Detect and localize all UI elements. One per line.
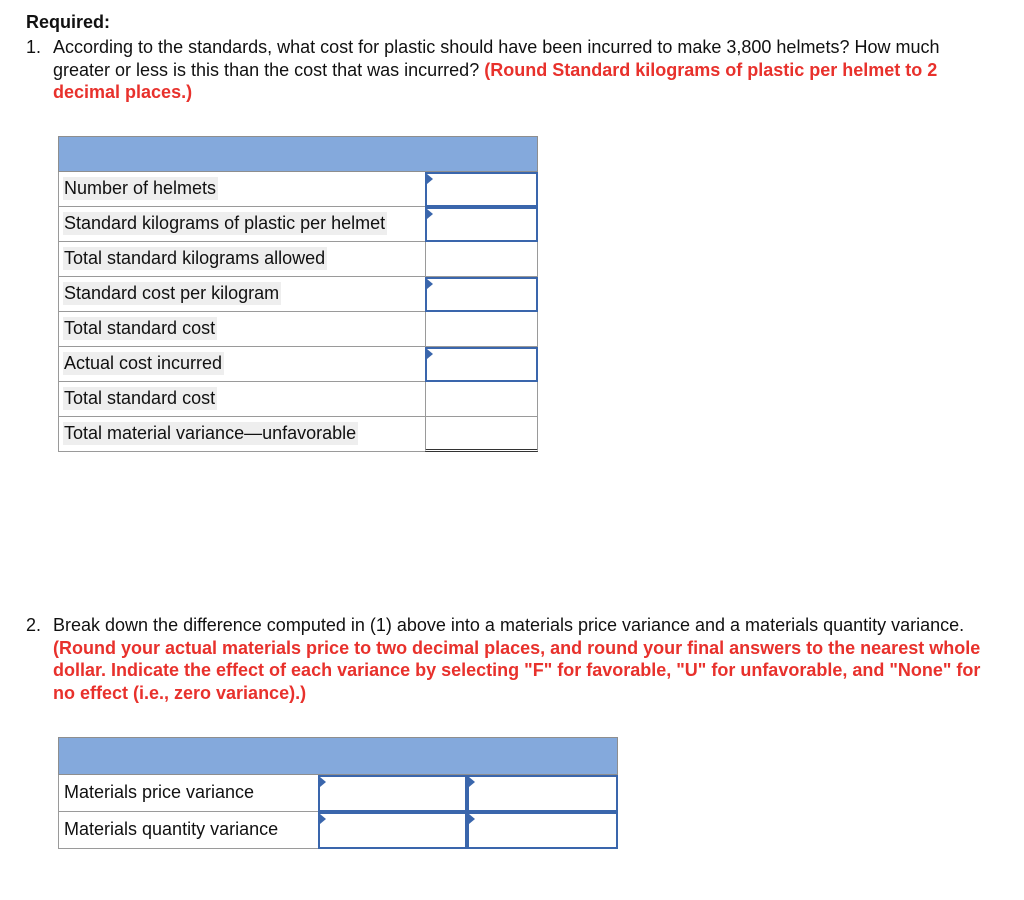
question-1-number: 1. <box>26 37 42 57</box>
question-1-instruction: (Round Standard kilograms of plastic per helmet to 2 decimal places.) <box>53 59 938 102</box>
table-row <box>58 347 538 382</box>
question-2-text: Break down the difference computed in (1) above into a materials price variance and a materials quantity variance. <box>53 615 965 635</box>
price-variance-amount-input[interactable] <box>318 775 467 812</box>
row-label-total-standard-cost: Total standard cost <box>64 318 216 338</box>
question-2-instruction: (Round your actual materials price to two decimal places, and round your final answers to the nearest whole dollar. Indicate the effect of each variance by selecting "F" for favorable, "U" for unfavorable, and "None" for no effect (i.e., zero variance).) <box>53 637 981 703</box>
standard-kg-per-helmet-input[interactable] <box>425 207 538 242</box>
total-standard-kg-cell <box>425 242 538 277</box>
actual-cost-incurred-input[interactable] <box>425 347 538 382</box>
dropdown-marker-icon <box>427 174 433 184</box>
total-standard-cost-cell-2 <box>425 382 538 417</box>
table-row <box>58 207 538 242</box>
table-row <box>58 417 538 452</box>
quantity-variance-amount-input[interactable] <box>318 812 467 849</box>
dropdown-marker-icon <box>427 279 433 289</box>
dropdown-marker-icon <box>320 777 326 787</box>
row-label-number-of-helmets: Number of helmets <box>64 178 217 198</box>
table-row <box>58 172 538 207</box>
row-label-total-material-variance: Total material variance—unfavorable <box>64 423 357 443</box>
number-of-helmets-input[interactable] <box>425 172 538 207</box>
row-label-actual-cost-incurred: Actual cost incurred <box>64 353 223 373</box>
table-header <box>58 737 618 775</box>
table-header <box>58 136 538 172</box>
dropdown-marker-icon <box>469 777 475 787</box>
row-label-materials-price-variance: Materials price variance <box>64 782 255 802</box>
table-row <box>58 775 618 812</box>
question-2 <box>26 614 986 704</box>
question-1 <box>26 36 986 104</box>
dropdown-marker-icon <box>469 814 475 824</box>
table-row <box>58 242 538 277</box>
total-standard-cost-cell <box>425 312 538 347</box>
row-label-standard-kg-per-helmet: Standard kilograms of plastic per helmet <box>64 213 386 233</box>
table-row <box>58 812 618 849</box>
standard-cost-table <box>58 136 538 452</box>
table-row <box>58 312 538 347</box>
total-material-variance-cell <box>425 417 538 452</box>
variance-table <box>58 737 618 849</box>
standard-cost-per-kg-input[interactable] <box>425 277 538 312</box>
row-label-total-standard-cost-2: Total standard cost <box>64 388 216 408</box>
price-variance-effect-select[interactable] <box>467 775 618 812</box>
table-row <box>58 277 538 312</box>
dropdown-marker-icon <box>427 349 433 359</box>
dropdown-marker-icon <box>320 814 326 824</box>
row-label-total-standard-kg: Total standard kilograms allowed <box>64 248 326 268</box>
table-row <box>58 382 538 417</box>
row-label-materials-quantity-variance: Materials quantity variance <box>64 819 279 839</box>
required-heading: Required: <box>26 12 111 32</box>
dropdown-marker-icon <box>427 209 433 219</box>
question-1-text: According to the standards, what cost for plastic should have been incurred to make 3,800 helmets? How much greater or less is this than the cost that was incurred? <box>53 37 940 80</box>
row-label-standard-cost-per-kg: Standard cost per kilogram <box>64 283 280 303</box>
quantity-variance-effect-select[interactable] <box>467 812 618 849</box>
question-2-number: 2. <box>26 615 42 635</box>
